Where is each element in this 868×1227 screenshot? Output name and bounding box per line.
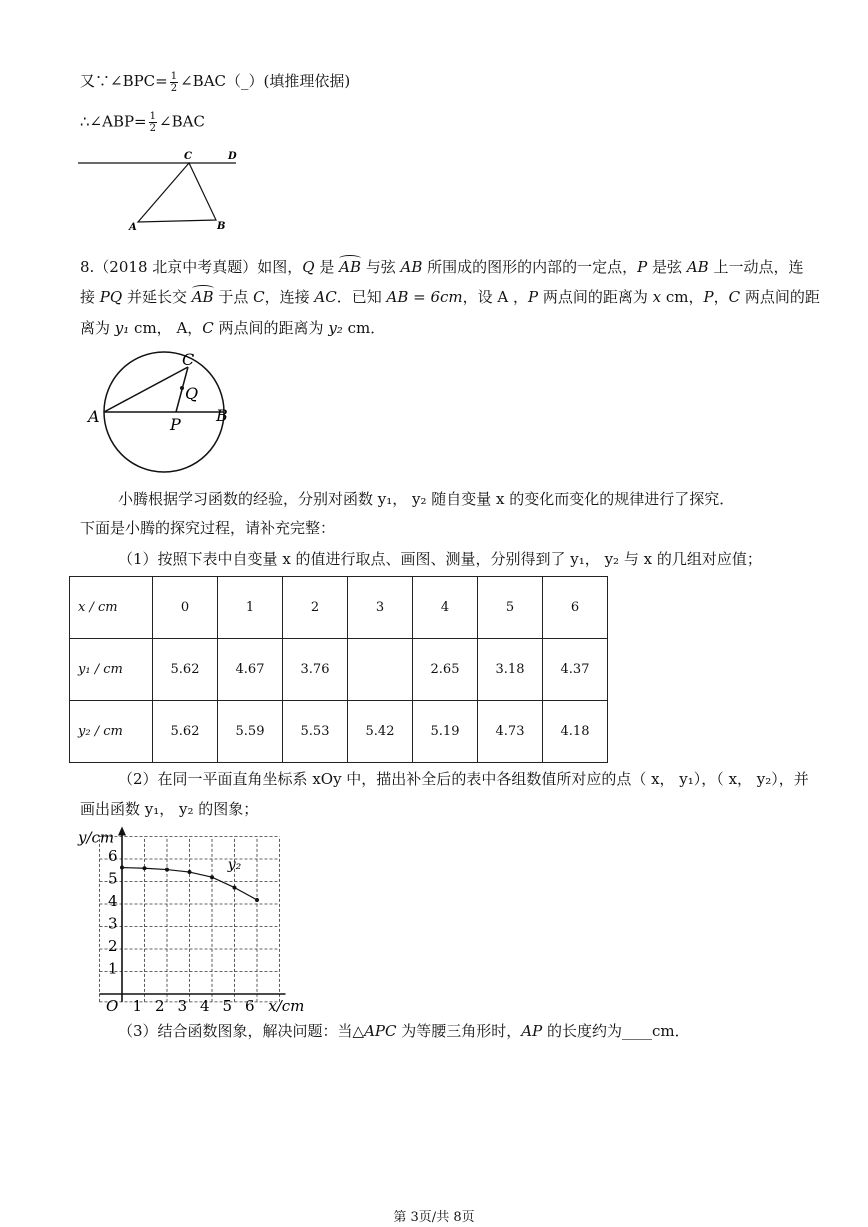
- label-a: A: [129, 222, 137, 233]
- text: 两点间的距离为: [213, 319, 329, 337]
- data-point: [165, 868, 169, 872]
- variable-y1: y₁: [114, 319, 130, 337]
- arc-ab: AB: [339, 258, 361, 276]
- text: 所围成的图形的内部的一定点，: [422, 258, 638, 276]
- text: cm．: [342, 319, 386, 337]
- text: 离为: [80, 319, 115, 337]
- table-cell: x / cm: [70, 577, 153, 639]
- x-tick-label: 1: [132, 997, 143, 1012]
- data-point: [143, 866, 147, 870]
- table-cell: 5.19: [413, 701, 478, 763]
- fraction-half: $\frac{1}{2}$: [149, 111, 157, 134]
- text: 于点: [213, 288, 254, 306]
- y-tick-label: 1: [108, 959, 118, 978]
- step-3: [118, 1020, 690, 1041]
- label-p: P: [170, 415, 181, 434]
- table-cell: 2.65: [413, 639, 478, 701]
- table-cell: 5.62: [153, 701, 218, 763]
- values-table: [69, 576, 608, 763]
- reason-line-2: [80, 111, 205, 134]
- problem-8-line-3: [80, 317, 385, 338]
- table-cell: 4: [413, 577, 478, 639]
- reason-line-1-suffix: ∠BAC（_）(填推理依据): [180, 72, 351, 90]
- y-axis-label: y/cm: [78, 828, 115, 847]
- origin-label: O: [106, 997, 119, 1012]
- table-cell: 5.53: [283, 701, 348, 763]
- y-tick-label: 3: [108, 914, 118, 933]
- text: ，设 A ，: [462, 288, 528, 306]
- data-point: [210, 875, 214, 879]
- table-cell: 3: [348, 577, 413, 639]
- table-cell: y₂ / cm: [70, 701, 153, 763]
- data-point: [120, 866, 124, 870]
- text: 8.（2018 北京中考真题）如图，: [80, 258, 303, 276]
- data-point: [255, 898, 259, 902]
- point-p: P: [637, 258, 648, 276]
- segment-ap: AP: [521, 1022, 543, 1040]
- x-tick-label: 2: [155, 997, 165, 1012]
- y-tick-label: 5: [108, 869, 118, 888]
- label-q: Q: [185, 384, 199, 403]
- segment-ac: AC: [314, 288, 337, 306]
- x-tick-label: 6: [245, 997, 255, 1012]
- segment-pq: PQ: [99, 288, 123, 306]
- x-tick-label: 5: [222, 997, 233, 1012]
- text: ，连接: [264, 288, 315, 306]
- table-cell: 2: [283, 577, 348, 639]
- text: cm，: [661, 288, 704, 306]
- step-2-line-2: 画出函数 y₁， y₂ 的图象；: [80, 800, 259, 818]
- table-row-y2: [70, 701, 608, 763]
- point-p: P: [528, 288, 539, 306]
- label-c: C: [184, 151, 192, 162]
- y-tick-label: 6: [108, 847, 118, 865]
- y-axis-arrow: [118, 827, 126, 836]
- chord-ab: AB: [686, 258, 709, 276]
- table-cell: 3.18: [478, 639, 543, 701]
- point-q: Q: [302, 258, 315, 276]
- text: 与弦: [360, 258, 401, 276]
- intro-line-2: 下面是小腾的探究过程，请补充完整：: [80, 519, 336, 537]
- x-tick-label: 4: [200, 997, 210, 1012]
- reason-line-1-prefix: 又∵∠BPC=: [80, 72, 168, 90]
- table-row-x: [70, 577, 608, 639]
- table-cell: y₁ / cm: [70, 639, 153, 701]
- point-q-dot: [180, 386, 184, 390]
- intro-line-1: 小腾根据学习函数的经验，分别对函数 y₁， y₂ 随自变量 x 的变化而变化的规律进行了探究．: [118, 490, 735, 508]
- text: cm， A，: [129, 319, 203, 337]
- table-cell: 5.42: [348, 701, 413, 763]
- data-point: [233, 886, 237, 890]
- triangle-abc: [138, 163, 216, 222]
- triangle-apc: APC: [364, 1022, 397, 1040]
- triangle-figure: [76, 148, 256, 238]
- reason-line-2-prefix: ∴∠ABP=: [80, 112, 147, 131]
- label-b: B: [216, 406, 228, 425]
- y-tick-label: 4: [108, 892, 118, 910]
- step-2-line-1: （2）在同一平面直角坐标系 xOy 中，描出补全后的表中各组数值所对应的点（ x， y₁），（ x， y₂），并: [118, 770, 809, 788]
- reason-line-2-suffix: ∠BAC: [159, 112, 205, 131]
- table-cell: 4.67: [218, 639, 283, 701]
- x-tick-label: 3: [177, 997, 188, 1012]
- table-cell: 4.37: [543, 639, 608, 701]
- table-cell: 5.62: [153, 639, 218, 701]
- problem-8-line-2: [80, 286, 820, 307]
- text: 两点间的距: [740, 288, 820, 306]
- label-a: A: [88, 407, 100, 426]
- page-footer: 第 3页/共 8页: [393, 1210, 475, 1225]
- step-1: （1）按照下表中自变量 x 的值进行取点、画图、测量，分别得到了 y₁， y₂ 与 x 的几组对应值；: [118, 550, 762, 568]
- table-cell: 3.76: [283, 639, 348, 701]
- table-row-y1: [70, 639, 608, 701]
- answer-blank: 的长度约为____cm．: [542, 1022, 690, 1040]
- table-cell: 0: [153, 577, 218, 639]
- x-axis-label: x/cm: [268, 997, 305, 1012]
- point-p: P: [703, 288, 714, 306]
- table-cell: 6: [543, 577, 608, 639]
- text: ．已知: [336, 288, 387, 306]
- text: 上一动点，连: [708, 258, 804, 276]
- variable-y2: y₂: [328, 319, 343, 337]
- data-point: [188, 870, 192, 874]
- text: 接: [80, 288, 100, 306]
- series-label-y2: y₂: [227, 857, 242, 874]
- text: 是: [314, 258, 340, 276]
- point-c: C: [253, 288, 265, 306]
- table-cell: 5: [478, 577, 543, 639]
- table-cell: 4.73: [478, 701, 543, 763]
- label-c: C: [182, 350, 195, 369]
- arc-ab: AB: [191, 288, 214, 306]
- point-c: C: [202, 319, 214, 337]
- circle-figure: [84, 345, 244, 475]
- variable-x: x: [652, 288, 662, 306]
- reason-line-1: [80, 70, 350, 94]
- table-cell: 5.59: [218, 701, 283, 763]
- text: 两点间的距离为: [538, 288, 653, 306]
- text: 并延长交: [122, 288, 192, 306]
- problem-8-line-1: [80, 256, 803, 277]
- table-cell: 4.18: [543, 701, 608, 763]
- y-tick-label: 2: [108, 937, 118, 955]
- label-d: D: [228, 151, 237, 162]
- text: （3）结合函数图象，解决问题：当△: [118, 1022, 365, 1040]
- label-b: B: [217, 221, 226, 232]
- function-graph: [72, 822, 342, 1012]
- chord-ab: AB: [400, 258, 423, 276]
- point-c: C: [728, 288, 741, 306]
- table-cell: 1: [218, 577, 283, 639]
- segment-ac: [104, 367, 188, 412]
- table-cell-blank: [348, 639, 413, 701]
- text: ，: [713, 288, 729, 306]
- equation-ab: AB = 6cm: [386, 288, 463, 306]
- text: 是弦: [647, 258, 687, 276]
- text: 为等腰三角形时，: [396, 1022, 522, 1040]
- fraction-half: $\frac{1}{2}$: [170, 70, 178, 94]
